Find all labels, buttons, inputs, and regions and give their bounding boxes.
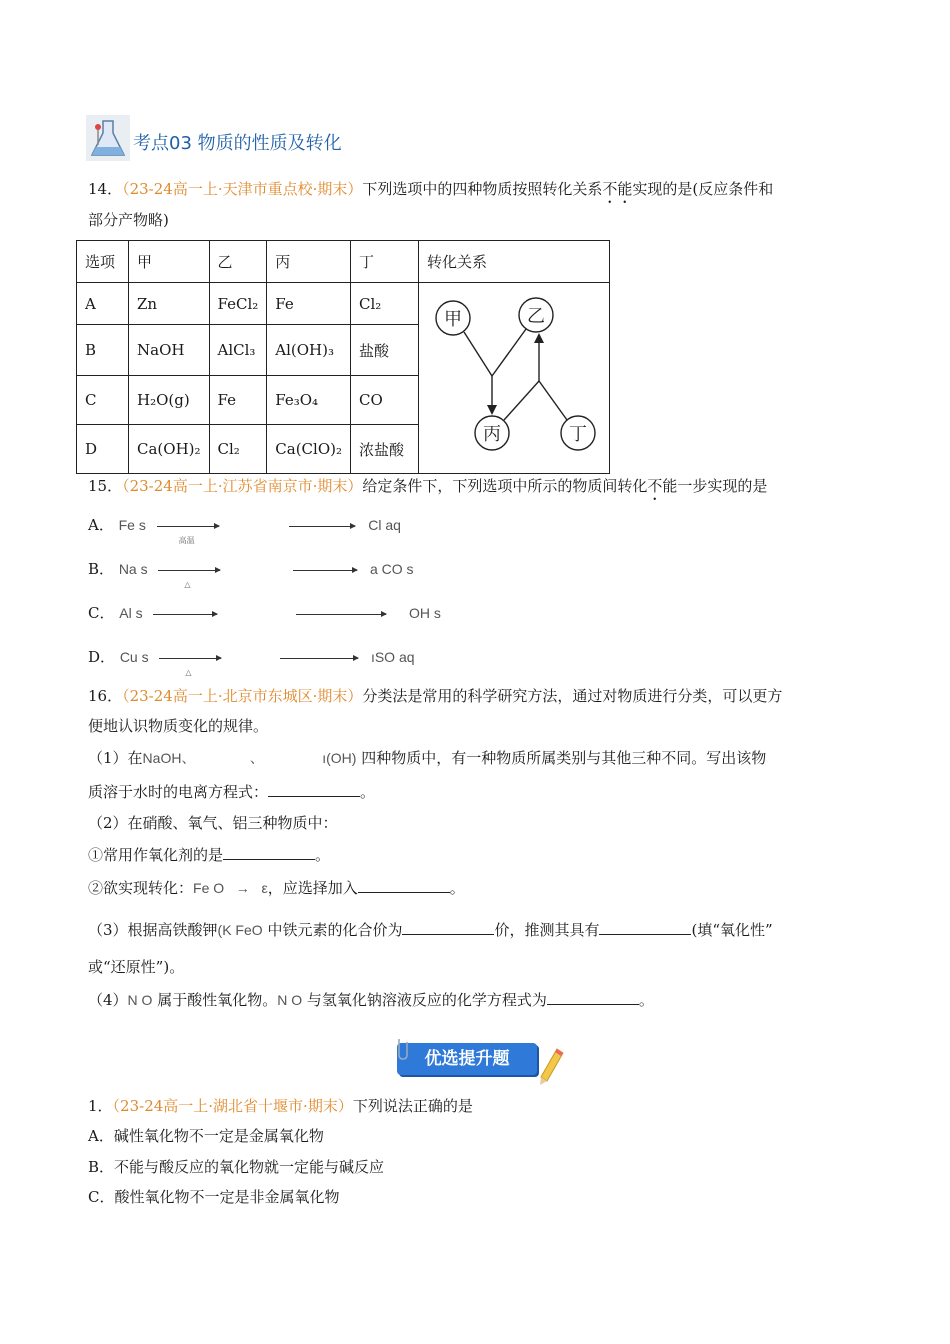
answer-blank[interactable] (268, 782, 360, 797)
answer-blank[interactable] (223, 845, 315, 860)
badge-label: 优选提升题 (397, 1043, 537, 1075)
flask-icon (86, 115, 130, 161)
q1-option-a: A．碱性氧化物不一定是金属氧化物 (88, 1127, 324, 1145)
q15-option-a: A． Fe s 高温 Cl aq (88, 516, 401, 545)
q1-option-c: C．酸性氧化物不一定是非金属氧化物 (88, 1188, 340, 1206)
q15-option-b: B． Na s △ a CO s (88, 560, 414, 589)
table-row: C H₂O(g) Fe Fe₃O₄ CO (77, 375, 610, 425)
table-row: D Ca(OH)₂ Cl₂ Ca(ClO)₂ 浓盐酸 (77, 425, 610, 474)
header-jia: 甲 (129, 241, 210, 283)
q16-stem-line2: 便地认识物质变化的规律。 (88, 717, 269, 735)
header-relation: 转化关系 (419, 241, 610, 283)
q16-part1: （1）在NaOH、 、 ı(OH) 四种物质中，有一种物质所属类别与其他三种不同。写出该物 (88, 749, 767, 767)
q16-stem: 16．（23-24高一上·北京市东城区·期末）分类法是常用的科学研究方法，通过对物质进行分类，可以更方 (88, 687, 783, 705)
q14-stem: 14．（23-24高一上·天津市重点校·期末）下列选项中的四种物质按照转化关系不能实现的是(反应条件和 (88, 180, 774, 198)
q15-option-c: C． Al s OH s (88, 604, 441, 622)
q16-part3-line2: 或“还原性”)。 (88, 958, 185, 976)
header-yi: 乙 (209, 241, 267, 283)
q16-part2a: ①常用作氧化剂的是 。 (88, 846, 331, 864)
header-ding: 丁 (351, 241, 419, 283)
topic-title: 考点03 物质的性质及转化 (133, 133, 342, 154)
q1-option-b: B．不能与酸反应的氧化物就一定能与碱反应 (88, 1158, 385, 1176)
answer-blank[interactable] (547, 990, 639, 1005)
answer-blank[interactable] (599, 920, 691, 935)
relation-diagram (419, 283, 610, 474)
table-row: A Zn FeCl₂ Fe Cl₂ 甲 乙 丙 丁 (77, 283, 610, 325)
section-badge (393, 1037, 573, 1087)
q15-option-d: D． Cu s △ ıSO aq (88, 648, 415, 677)
q16-part1-line2: 质溶于水时的电离方程式： 。 (88, 783, 376, 801)
table-row: B NaOH AlCl₃ Al(OH)₃ 盐酸 (77, 325, 610, 376)
answer-blank[interactable] (358, 878, 450, 893)
q16-part4: （4）N O 属于酸性氧化物。N O 与氢氧化钠溶液反应的化学方程式为 。 (88, 991, 654, 1009)
header-bing: 丙 (267, 241, 351, 283)
q15-stem: 15．（23-24高一上·江苏省南京市·期末）给定条件下，下列选项中所示的物质间转化不能一步实现的是 (88, 477, 768, 495)
svg-text:乙: 乙 (527, 306, 545, 327)
q16-part3: （3）根据高铁酸钾(K FeO 中铁元素的化合价为 价，推测其具有 (填“氧化性” (88, 921, 773, 939)
q16-part2b: ②欲实现转化：Fe O → ε，应选择加入 。 (88, 879, 465, 897)
svg-text:甲: 甲 (444, 309, 462, 330)
q14-stem-line2: 部分产物略) (88, 211, 169, 229)
answer-blank[interactable] (402, 920, 494, 935)
q14-options-table (76, 240, 610, 474)
svg-text:丙: 丙 (483, 424, 501, 445)
q16-part2: （2）在硝酸、氧气、铝三种物质中： (88, 814, 338, 832)
svg-text:丁: 丁 (569, 424, 587, 445)
q1-stem: 1．（23-24高一上·湖北省十堰市·期末）下列说法正确的是 (88, 1097, 473, 1115)
pencil-icon (537, 1047, 567, 1087)
header-option: 选项 (77, 241, 129, 283)
